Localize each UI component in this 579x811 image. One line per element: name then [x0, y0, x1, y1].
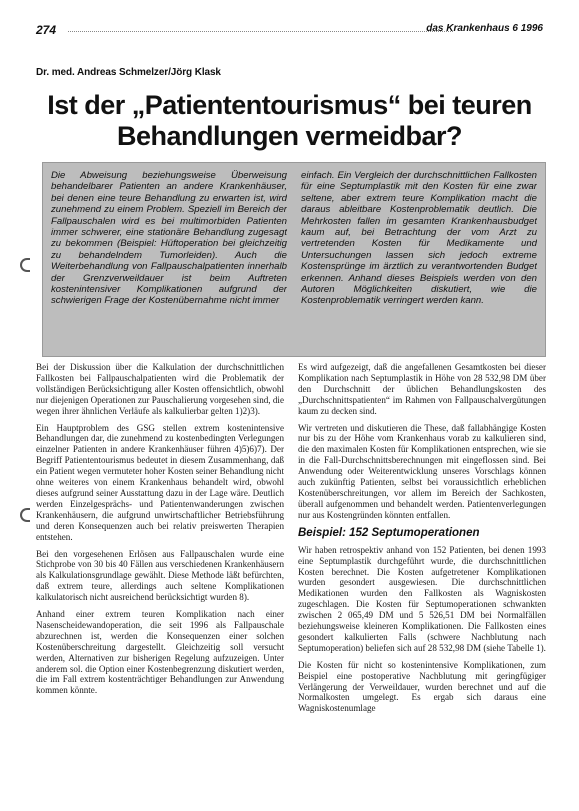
journal-name: das Krankenhaus 6 1996	[426, 23, 543, 34]
paragraph: Es wird aufgezeigt, daß die angefallenen Gesamtkosten bei dieser Komplikation nach Septumplastik in Höhe von 28 532,98 DM über den Durchschnitt der üblichen Behandlungskosten des „Durchschnittspatienten“ im Rahmen von Fallpauschalvergütungen kaum zu decken sind.	[298, 362, 546, 416]
authors: Dr. med. Andreas Schmelzer/Jörg Klask	[36, 67, 221, 78]
title-line-2: Behandlungen vermeidbar?	[116, 121, 463, 151]
paragraph: Bei der Diskussion über die Kalkulation der durchschnittlichen Fallkosten bei Fallpauschalpatienten wird die Problematik der vollständigen Berücksichtigung aller Kosten offensichtlich, obwohl nur diejenigen Operationen zur Pauschalierung vorgesehen sind, die wegen ihrer ähnlichen Verläufe als kalkulierbar gelten 1)2)3).	[36, 362, 284, 416]
abstract-left: Die Abweisung beziehungsweise Überweisung behandelbarer Patienten an andere Krankenhäuser, bei denen eine teure Behandlung zu erwarten ist, wird zunehmend zu einem Problem. Speziell im Bereich der Fallpauschalen wird es bei multimorbiden Patienten immer schwerer, eine stationäre Behandlung zugesagt zu bekommen (Beispiel: Hüftoperation bei gleichzeitig zu behandelndem Tumorleiden). Auch die Weiterbehandlung von Fallpauschalpatienten innerhalb der Grenzverweildauer ist beim Auftreten kostenintensiver Komplikationen aufgrund der schwierigen Frage der Kostenübernahme nicht immer	[51, 170, 287, 307]
paragraph: Bei den vorgesehenen Erlösen aus Fallpauschalen wurde eine Stichprobe von 30 bis 40 Fällen aus verschiedenen Krankenhäusern als Kalkulationsgrundlage gewählt. Diese Methode läßt befürchten, daß extrem teure, allerdings auch seltene Komplikationen kalkulatorisch nicht ausreichend berücksichtigt wurden 8).	[36, 548, 284, 603]
section-heading: Beispiel: 152 Septumoperationen	[298, 526, 480, 539]
paragraph: Wir vertreten und diskutieren die These, daß fallabhängige Kosten nur bis zu der Höhe vom Krankenhaus vorab zu kalkulieren sind, die den maximalen Kosten für Komplikationen entsprechen, wie sie in die Fall-Durchschnittsberechnungen mit eingeflossen sind. Bei Anwendung oder Weiterentwicklung unseres Vorschlags können auch zukünftig Patienten, selbst bei voraussichtlich erheblichen Kostenüberschreitungen, vor allem im Bereich der Sachkosten, überall aufgenommen und behandelt werden. Patientenverlegungen nur aus Kostengründen könnten entfallen.	[298, 422, 546, 520]
body-column-right	[298, 362, 546, 808]
abstract-box	[42, 162, 546, 357]
paragraph: Ein Hauptproblem des GSG stellen extrem kostenintensive Behandlungen dar, die zunehmend zu kostenbedingten Verlegungen einzelner Patienten in andere Krankenhäuser führen 4)5)6)7). Der Begriff Patiententourismus bedeutet in diesem Zusammenhang, daß ein Patient wegen vermuteter hoher Kosten seiner Behandlung nicht ohne weiteres von einem Krankenhaus behandelt wird, obwohl dieses aufgrund seiner Ausstattung dazu in der Lage wäre. Deutlich werden Einzelgesprächs- und Patientenwanderungen zwischen Krankenhäusern, die aufgrund unwirtschaftlicher Betriebsführung und deren Konsequenzen auch bei relativ preiswerten Therapien entstehen.	[36, 422, 284, 542]
punch-hole-mark	[20, 258, 30, 272]
abstract-right: einfach. Ein Vergleich der durchschnittlichen Fallkosten für eine Septumplastik mit den Kosten für eine zwar seltene, aber extrem teure Komplikation macht die daraus ableitbare Kostenproblematik deutlich. Die Mehrkosten fallen im gesamten Krankenhausbudget kaum auf, bei Betrachtung der vom Arzt zu vertretenden Kosten für Medikamente und Untersuchungen lassen sich jedoch extreme Kostensprünge im ärztlich zu verantwortenden Budget erkennen. Anhand dieses Beispiels werden von den Autoren Möglichkeiten diskutiert, wie die Kostenproblematik verringert werden kann.	[301, 170, 537, 307]
header-rule	[68, 31, 453, 32]
article-title	[36, 90, 543, 152]
title-line-1: Ist der „Patiententourismus“ bei teuren	[47, 90, 532, 120]
punch-hole-mark	[20, 508, 30, 522]
paragraph: Die Kosten für nicht so kostenintensive Komplikationen, zum Beispiel eine postoperative Nachblutung mit geringfügiger Verlängerung der Verweildauer, wurden berechnet und auf die Normalkosten umgelegt. Es ergab sich daraus eine Wagniskostenumlage	[298, 659, 546, 714]
page-number: 274	[36, 23, 57, 37]
body-text	[36, 362, 546, 808]
paragraph: Wir haben retrospektiv anhand von 152 Patienten, bei denen 1993 eine Septumplastik durchgeführt wurde, die durchschnittlichen Kosten berechnet. Die Kosten aufgetretener Komplikationen wurden gesondert ausgewiesen. Die durchschnittlichen Medikationen wurden den Fallkosten als Wagniskosten zugeschlagen. Die Kosten für Septumoperationen schwankten zwischen 2 065,49 DM und 5 526,51 DM bei Normalfällen beziehungsweise kleineren Komplikationen. Die Fallkosten eines gesondert kalkulierten Falls (schwere Nachblutung nach Septumoperation) beliefen sich auf 28 532,98 DM (siehe Tabelle 1).	[298, 544, 546, 653]
paragraph: Anhand einer extrem teuren Komplikation nach einer Nasenscheidewandoperation, die seit 1996 als Fallpauschale abzurechnen ist, werden die Konsequenzen einer solchen Kostenüberschreitung dargestellt. Gleichzeitig soll versucht werden, Alternativen zur bisherigen Regelung aufzuzeigen. Unter anderem sol. die Option einer Kostenbegrenzung diskutiert werden, die im Fall extrem kostenträchtiger Behandlungen zur Anwendung kommen könnte.	[36, 609, 284, 696]
body-column-left	[36, 362, 284, 808]
